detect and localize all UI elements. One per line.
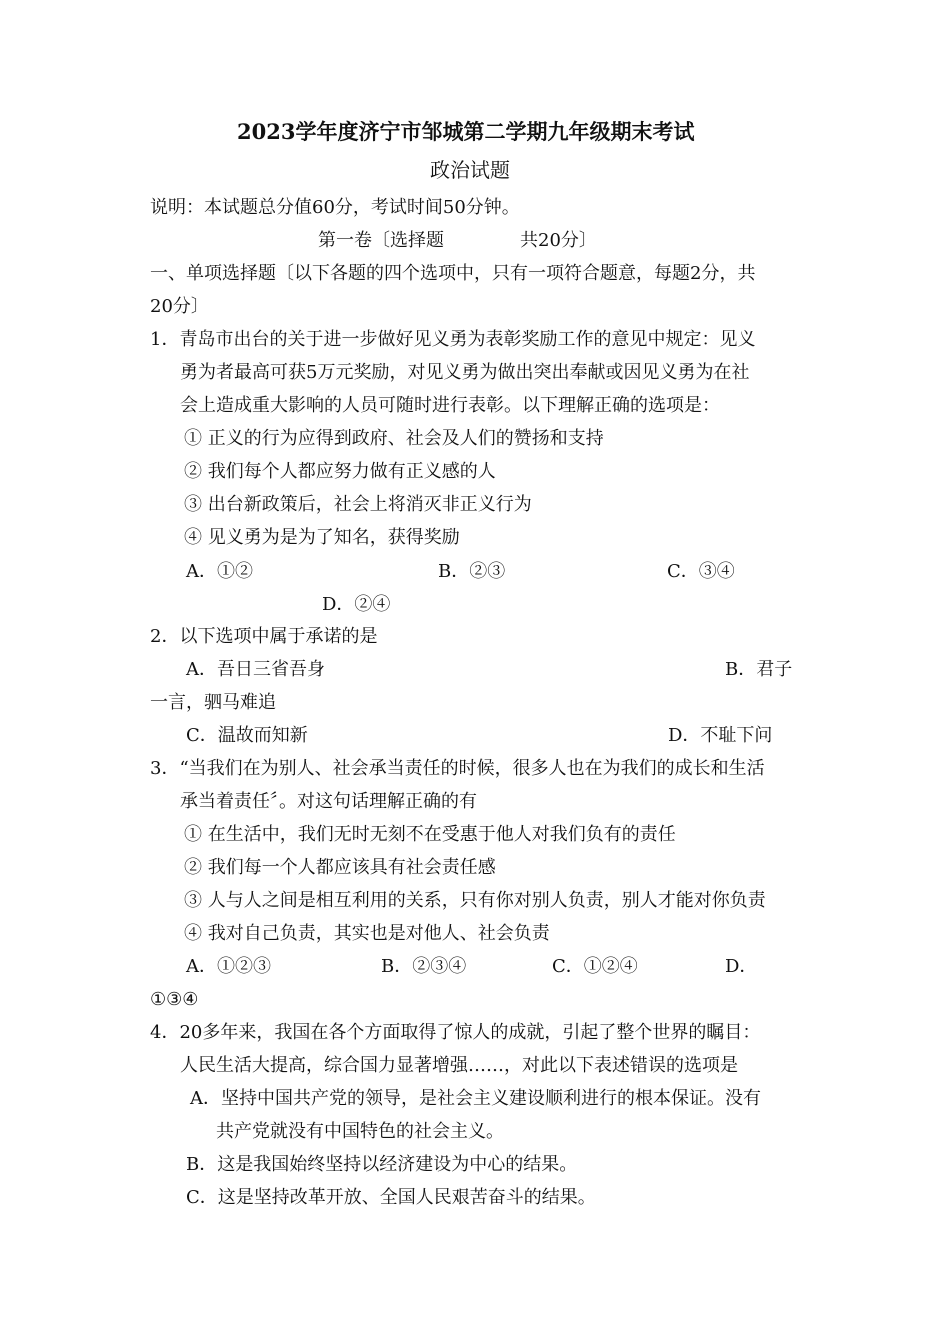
q2-option-c: C．温故而知新 [186, 725, 308, 746]
q1-statement-2: ② 我们每个人都应努力做有正义感的人 [184, 461, 496, 482]
q4-option-c: C．这是坚持改革开放、全国人民艰苦奋斗的结果。 [186, 1187, 596, 1208]
q1-statement-4: ④ 见义勇为是为了知名，获得奖励 [184, 527, 460, 548]
q3-option-d-part1: D． [725, 956, 758, 977]
exam-subtitle: 政治试题 [430, 158, 510, 182]
q3-stem-line2: 承当着责任〞。对这句话理解正确的有 [180, 791, 477, 812]
section-instructions-line1: 一、单项选择题〔以下各题的四个选项中，只有一项符合题意，每题2分，共 [150, 263, 756, 284]
section-heading-left: 第一卷〔选择题 [318, 230, 444, 251]
section-instructions-line2: 20分〕 [150, 296, 209, 317]
q1-stem-line1: 1．青岛市出台的关于进一步做好见义勇为表彰奖励工作的意见中规定：见义 [150, 329, 756, 350]
q1-stem-line2: 勇为者最高可获5万元奖励，对见义勇为做出突出奉献或因见义勇为在社 [180, 362, 750, 383]
exam-title: 2023学年度济宁市邹城第二学期九年级期末考试 [237, 119, 695, 144]
q2-option-a: A．吾日三省吾身 [186, 659, 325, 680]
q2-option-b-part1: B．君子 [725, 659, 793, 680]
q2-option-b-part2: 一言，驷马难追 [150, 692, 276, 713]
q3-option-a: A．①②③ [186, 956, 271, 977]
q1-stem-line3: 会上造成重大影响的人员可随时进行表彰。以下理解正确的选项是： [180, 395, 720, 416]
q1-option-a: A．①② [186, 561, 253, 582]
q1-option-d: D．②④ [322, 594, 391, 615]
q3-option-d-part2: ①③④ [150, 989, 199, 1010]
q2-option-d: D．不耻下问 [668, 725, 773, 746]
q3-statement-1: ① 在生活中，我们无时无刻不在受惠于他人对我们负有的责任 [184, 824, 676, 845]
q4-option-b: B．这是我国始终坚持以经济建设为中心的结果。 [186, 1154, 578, 1175]
q3-option-c: C．①②④ [552, 956, 638, 977]
q3-statement-3: ③ 人与人之间是相互利用的关系，只有你对别人负责，别人才能对你负责 [184, 890, 766, 911]
q1-option-c: C．③④ [667, 561, 735, 582]
q3-stem-line1: 3．“当我们在为别人、社会承当责任的时候，很多人也在为我们的成长和生活 [150, 758, 765, 779]
q3-option-b: B．②③④ [381, 956, 467, 977]
q4-option-a-line2: 共产党就没有中国特色的社会主义。 [216, 1121, 504, 1142]
q1-statement-3: ③ 出台新政策后，社会上将消灭非正义行为 [184, 494, 532, 515]
q4-stem-line1: 4．20多年来，我国在各个方面取得了惊人的成就，引起了整个世界的瞩目： [150, 1022, 761, 1043]
q1-statement-1: ① 正义的行为应得到政府、社会及人们的赞扬和支持 [184, 428, 604, 449]
q3-statement-4: ④ 我对自己负责，其实也是对他人、社会负责 [184, 923, 550, 944]
q2-stem: 2．以下选项中属于承诺的是 [150, 626, 378, 647]
q3-statement-2: ② 我们每一个人都应该具有社会责任感 [184, 857, 496, 878]
section-heading-right: 共20分〕 [520, 230, 597, 251]
exam-note: 说明：本试题总分值60分，考试时间50分钟。 [150, 197, 520, 218]
q4-option-a-line1: A．坚持中国共产党的领导，是社会主义建设顺利进行的根本保证。没有 [190, 1088, 761, 1109]
q1-option-b: B．②③ [438, 561, 506, 582]
q4-stem-line2: 人民生活大提高，综合国力显著增强……，对此以下表述错误的选项是 [180, 1055, 738, 1076]
